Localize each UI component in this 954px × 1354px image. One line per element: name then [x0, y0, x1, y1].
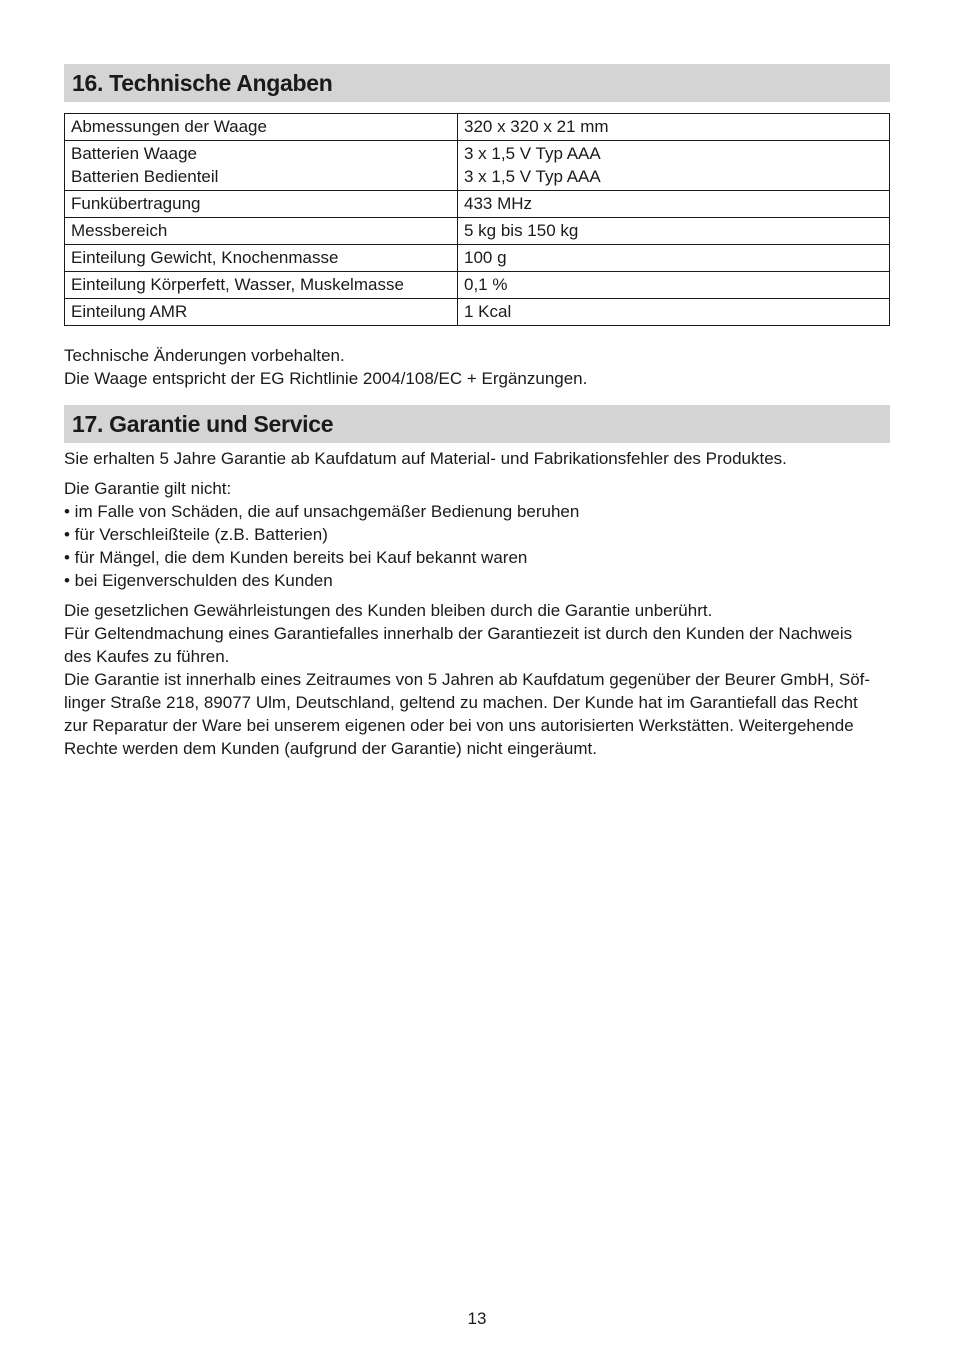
spec-label: Batterien Bedienteil — [71, 167, 219, 186]
spec-label-cell — [65, 245, 458, 272]
table-row — [65, 299, 890, 326]
table-row — [65, 141, 890, 191]
spec-value-cell — [458, 141, 890, 191]
spec-value: 320 x 320 x 21 mm — [464, 117, 609, 136]
spec-label-cell — [65, 218, 458, 245]
spec-label: Messbereich — [71, 221, 168, 240]
warranty-exclusions — [64, 477, 890, 592]
closing-line: Rechte werden dem Kunden (aufgrund der Garantie) nicht eingeräumt. — [64, 739, 597, 758]
spec-label: Einteilung AMR — [71, 302, 188, 321]
closing-line: zur Reparatur der Ware bei unserem eigenen oder bei von uns autorisierten Werkstätten. Weitergehende — [64, 716, 854, 735]
table-row — [65, 245, 890, 272]
section-heading-technische-angaben: 16. Technische Angaben — [64, 64, 890, 102]
list-item: • für Mängel, die dem Kunden bereits bei Kauf bekannt waren — [64, 548, 528, 567]
spec-value-cell — [458, 114, 890, 141]
table-row — [65, 191, 890, 218]
spec-label-cell — [65, 191, 458, 218]
table-row — [65, 218, 890, 245]
table-row — [65, 114, 890, 141]
spec-value: 3 x 1,5 V Typ AAA — [464, 167, 601, 186]
note-line: Technische Änderungen vorbehalten. — [64, 346, 345, 365]
warranty-closing — [64, 599, 890, 760]
warranty-intro: Sie erhalten 5 Jahre Garantie ab Kaufdatum auf Material- und Fabrikationsfehler des Produktes. — [64, 449, 787, 468]
spec-value-cell — [458, 299, 890, 326]
spec-value-cell — [458, 191, 890, 218]
closing-line: Für Geltendmachung eines Garantiefalles innerhalb der Garantiezeit ist durch den Kunden der Nachweis — [64, 624, 853, 643]
spec-label: Abmessungen der Waage — [71, 117, 267, 136]
technical-specs-table — [64, 113, 890, 326]
note-line: Die Waage entspricht der EG Richtlinie 2004/108/EC + Ergänzungen. — [64, 369, 588, 388]
spec-label: Batterien Waage — [71, 144, 197, 163]
closing-line: Die gesetzlichen Gewährleistungen des Kunden bleiben durch die Garantie unberührt. — [64, 601, 713, 620]
table-row — [65, 272, 890, 299]
spec-label-cell — [65, 272, 458, 299]
list-item: • für Verschleißteile (z.B. Batterien) — [64, 525, 328, 544]
closing-line: Die Garantie ist innerhalb eines Zeitraumes von 5 Jahren ab Kaufdatum gegenüber der Beurer GmbH, Söf- — [64, 670, 871, 689]
section-heading-garantie-und-service: 17. Garantie und Service — [64, 405, 890, 443]
list-item: • bei Eigenverschulden des Kunden — [64, 571, 333, 590]
spec-value: 1 Kcal — [464, 302, 512, 321]
technical-notes — [64, 344, 890, 390]
spec-label: Funkübertragung — [71, 194, 201, 213]
spec-value: 100 g — [464, 248, 507, 267]
page-number: 13 — [467, 1309, 487, 1328]
closing-line: des Kaufes zu führen. — [64, 647, 230, 666]
spec-value-cell — [458, 245, 890, 272]
spec-value-cell — [458, 272, 890, 299]
spec-value: 3 x 1,5 V Typ AAA — [464, 144, 601, 163]
spec-label-cell — [65, 299, 458, 326]
spec-label-cell — [65, 114, 458, 141]
spec-value: 5 kg bis 150 kg — [464, 221, 579, 240]
spec-label: Einteilung Körperfett, Wasser, Muskelmasse — [71, 275, 404, 294]
spec-value: 0,1 % — [464, 275, 508, 294]
spec-label: Einteilung Gewicht, Knochenmasse — [71, 248, 339, 267]
spec-label-cell — [65, 141, 458, 191]
spec-value: 433 MHz — [464, 194, 533, 213]
spec-value-cell — [458, 218, 890, 245]
exclusions-heading: Die Garantie gilt nicht: — [64, 479, 232, 498]
exclusions-list — [64, 500, 890, 592]
document-page — [64, 64, 890, 760]
list-item: • im Falle von Schäden, die auf unsachgemäßer Bedienung beruhen — [64, 502, 580, 521]
closing-line: linger Straße 218, 89077 Ulm, Deutschland, geltend zu machen. Der Kunde hat im Garantiefall das Recht — [64, 693, 858, 712]
